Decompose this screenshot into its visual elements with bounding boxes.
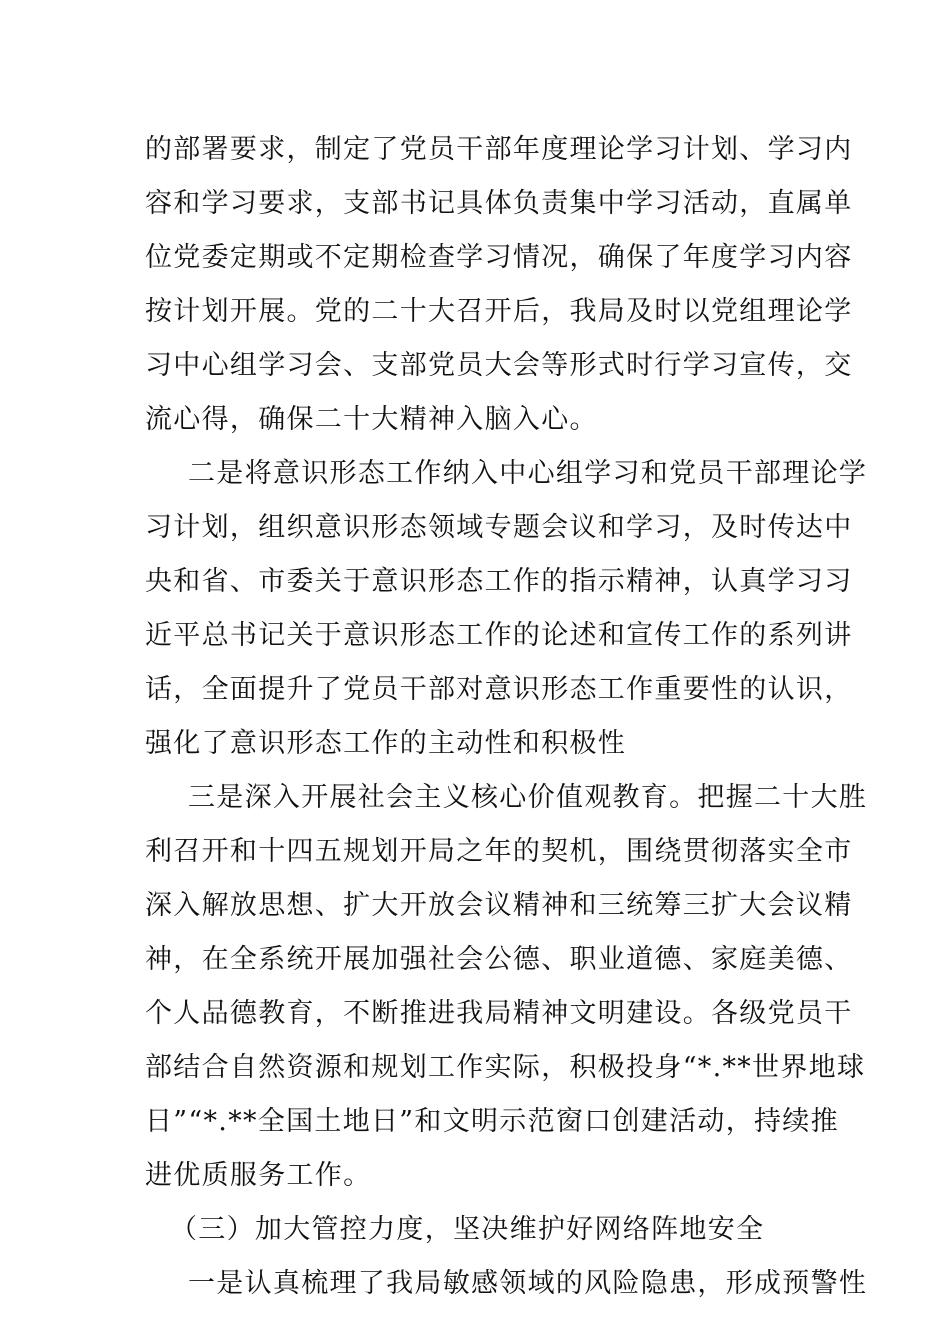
text-line: 央和省、市委关于意识形态工作的指示精神，认真学习习 bbox=[145, 566, 853, 597]
text-line: 强化了意识形态工作的主动性和积极性 bbox=[145, 728, 627, 759]
text-line: 日”“*.**全国土地日”和文明示范窗口创建活动，持续推 bbox=[145, 1106, 839, 1137]
text-line: 部结合自然资源和规划工作实际，积极投身“*.**世界地球 bbox=[145, 1052, 866, 1083]
text-line: 进优质服务工作。 bbox=[145, 1160, 372, 1191]
text-line: 话，全面提升了党员干部对意识形态工作重要性的认识， bbox=[145, 674, 853, 705]
text-line: 利召开和十四五规划开局之年的契机，围绕贯彻落实全市 bbox=[145, 836, 853, 867]
text-line: 近平总书记关于意识形态工作的论述和宣传工作的系列讲 bbox=[145, 620, 853, 651]
text-line: 神，在全系统开展加强社会公德、职业道德、家庭美德、 bbox=[145, 944, 853, 975]
text-line: 深入解放思想、扩大开放会议精神和三统筹三扩大会议精 bbox=[145, 890, 853, 921]
text-line: 习计划，组织意识形态领域专题会议和学习，及时传达中 bbox=[145, 512, 853, 543]
text-line: 习中心组学习会、支部党员大会等形式时行学习宣传，交 bbox=[145, 350, 853, 381]
paragraph-start-line: 三是深入开展社会主义核心价值观教育。把握二十大胜 bbox=[188, 782, 868, 813]
text-line: 的部署要求，制定了党员干部年度理论学习计划、学习内 bbox=[145, 134, 853, 165]
section-heading: （三）加大管控力度，坚决维护好网络阵地安全 bbox=[170, 1214, 765, 1245]
text-line: 流心得，确保二十大精神入脑入心。 bbox=[145, 404, 598, 435]
text-line: 容和学习要求，支部书记具体负责集中学习活动，直属单 bbox=[145, 188, 853, 219]
paragraph-start-line: 一是认真梳理了我局敏感领域的风险隐患，形成预警性 bbox=[188, 1268, 868, 1299]
paragraph-start-line: 二是将意识形态工作纳入中心组学习和党员干部理论学 bbox=[188, 458, 868, 489]
text-line: 按计划开展。党的二十大召开后，我局及时以党组理论学 bbox=[145, 296, 853, 327]
text-line: 位党委定期或不定期检查学习情况，确保了年度学习内容 bbox=[145, 242, 853, 273]
text-line: 个人品德教育，不断推进我局精神文明建设。各级党员干 bbox=[145, 998, 853, 1029]
